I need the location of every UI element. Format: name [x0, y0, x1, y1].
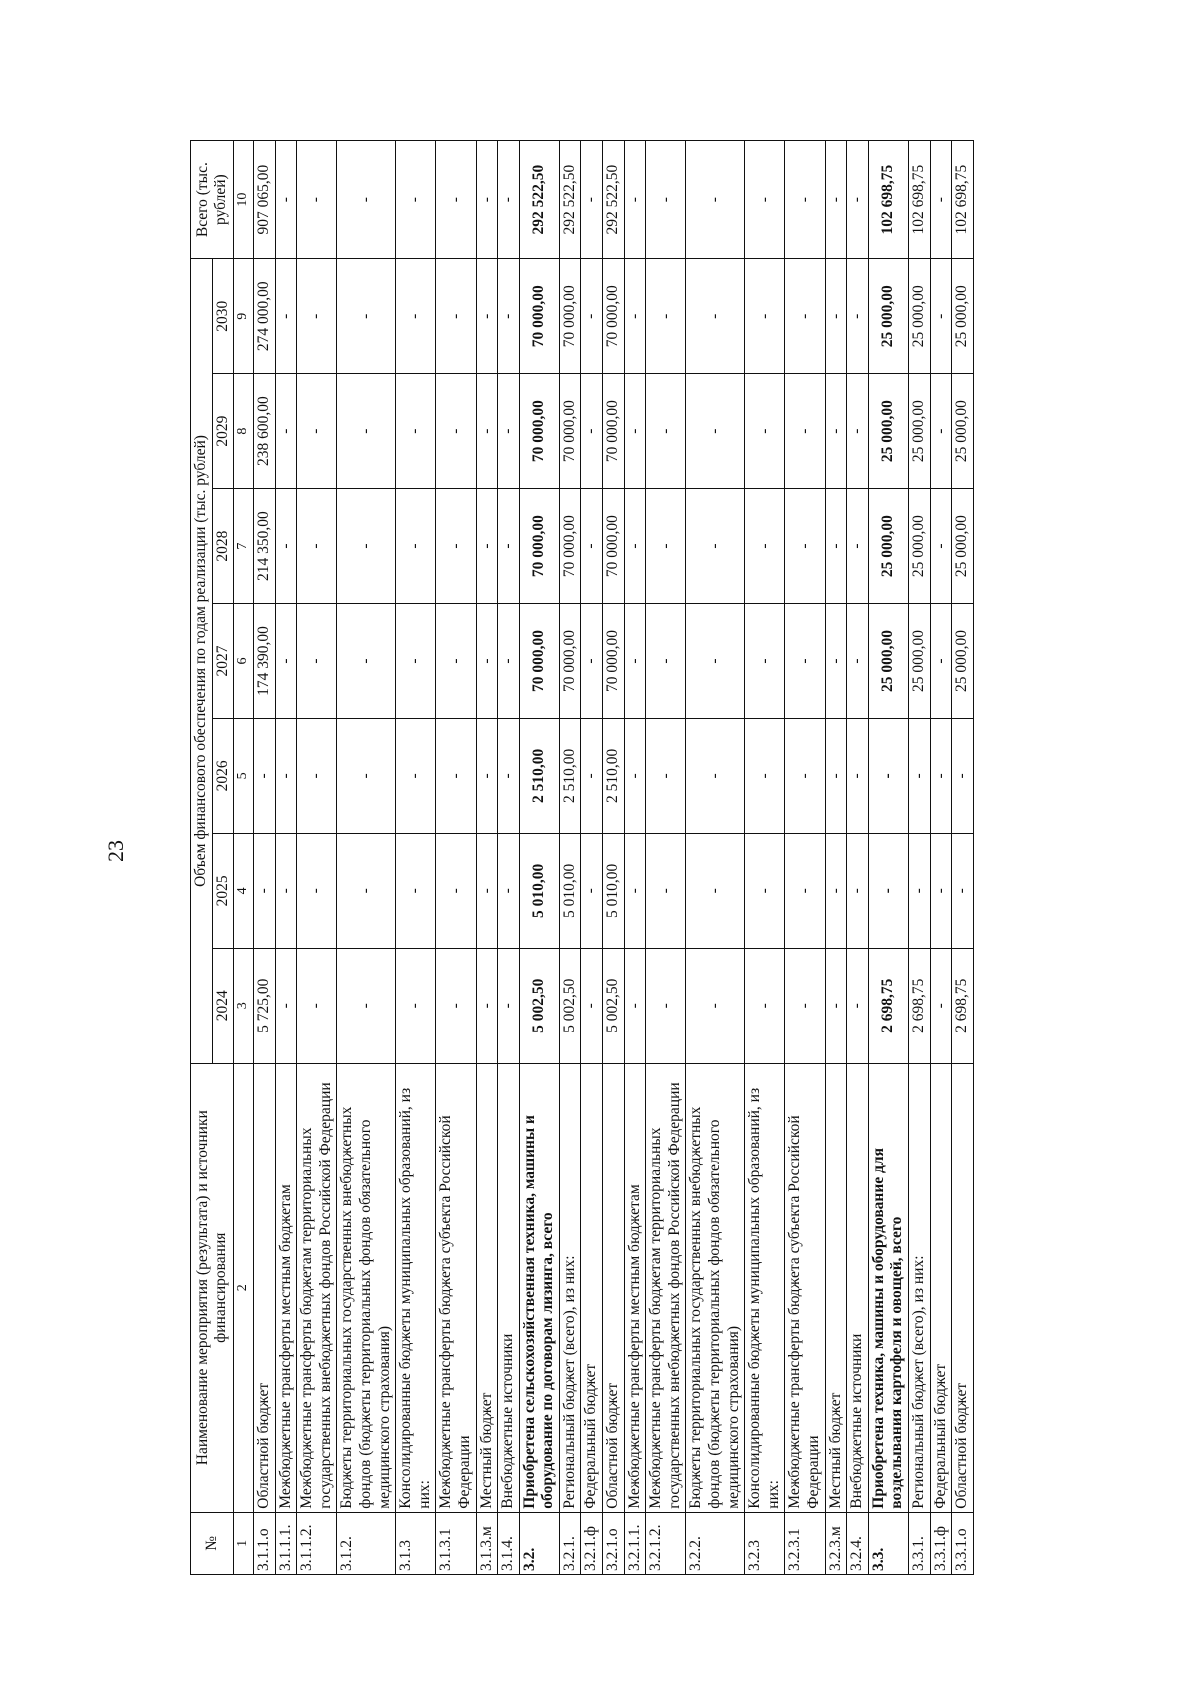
row-value: -	[275, 141, 297, 259]
row-value: 70 000,00	[603, 489, 625, 604]
row-value: 25 000,00	[952, 489, 974, 604]
row-value: -	[624, 489, 646, 604]
financing-table	[190, 140, 974, 1575]
row-value: 5 010,00	[519, 833, 559, 948]
row-code: 3.1.1.о	[253, 1512, 275, 1574]
row-value: -	[581, 833, 603, 948]
row-value: -	[275, 259, 297, 374]
row-value: 214 350,00	[253, 489, 275, 604]
row-value: -	[436, 259, 476, 374]
row-value: 25 000,00	[952, 604, 974, 719]
row-value: -	[337, 718, 396, 833]
table-row	[868, 141, 908, 1575]
row-name: Областной бюджет	[603, 1063, 625, 1512]
row-value: -	[825, 489, 847, 604]
column-index: 1	[234, 1512, 254, 1574]
row-value: 5 002,50	[603, 948, 625, 1063]
row-value: -	[275, 948, 297, 1063]
row-value: -	[297, 374, 337, 489]
row-code: 3.2.2.	[686, 1512, 745, 1574]
row-value: -	[498, 259, 520, 374]
row-value: 25 000,00	[952, 374, 974, 489]
row-value: -	[745, 718, 785, 833]
row-value: -	[337, 141, 396, 259]
row-value: 292 522,50	[603, 141, 625, 259]
row-value: -	[436, 374, 476, 489]
row-value: -	[396, 489, 436, 604]
row-name: Приобретена техника, машины и оборудование для возделывания картофеля и овощей, всего	[868, 1063, 908, 1512]
row-value: -	[297, 141, 337, 259]
row-value: -	[498, 833, 520, 948]
row-value: -	[476, 948, 498, 1063]
row-value: -	[646, 718, 686, 833]
table-row	[785, 141, 825, 1575]
row-value: -	[847, 259, 869, 374]
row-value: -	[930, 374, 952, 489]
row-value: -	[785, 604, 825, 719]
row-value: -	[745, 948, 785, 1063]
row-value: -	[930, 604, 952, 719]
row-value: -	[785, 141, 825, 259]
row-value: -	[686, 833, 745, 948]
row-value: -	[396, 141, 436, 259]
row-value: -	[297, 948, 337, 1063]
page-number: 23	[103, 840, 128, 862]
row-value: -	[297, 833, 337, 948]
table-row	[297, 141, 337, 1575]
row-value: 292 522,50	[559, 141, 581, 259]
row-value: -	[745, 141, 785, 259]
column-index: 3	[234, 948, 254, 1063]
row-value: 70 000,00	[559, 374, 581, 489]
row-value: 5 002,50	[519, 948, 559, 1063]
row-value: -	[337, 259, 396, 374]
row-value: 25 000,00	[908, 489, 930, 604]
table-row	[825, 141, 847, 1575]
row-name: Межбюджетные трансферты местным бюджетам	[275, 1063, 297, 1512]
table-row	[337, 141, 396, 1575]
row-value: -	[253, 833, 275, 948]
table-row	[436, 141, 476, 1575]
row-value: -	[476, 833, 498, 948]
row-value: 2 510,00	[603, 718, 625, 833]
row-value: -	[436, 948, 476, 1063]
row-value: -	[847, 833, 869, 948]
row-code: 3.1.3.1	[436, 1512, 476, 1574]
row-value: -	[337, 489, 396, 604]
row-value: -	[498, 718, 520, 833]
row-value: -	[624, 604, 646, 719]
rotated-table-container	[190, 140, 1090, 1575]
row-value: -	[686, 489, 745, 604]
row-name: Приобретена сельскохозяйственная техника, машины и оборудование по договорам лизинга, всего	[519, 1063, 559, 1512]
row-value: 70 000,00	[603, 604, 625, 719]
row-value: -	[930, 259, 952, 374]
table-row	[476, 141, 498, 1575]
row-value: -	[646, 604, 686, 719]
row-name: Консолидированные бюджеты муниципальных образований, из них:	[745, 1063, 785, 1512]
row-value: -	[825, 141, 847, 259]
row-value: -	[745, 259, 785, 374]
row-value: 25 000,00	[952, 259, 974, 374]
row-value: -	[825, 833, 847, 948]
row-value: -	[646, 833, 686, 948]
row-code: 3.3.	[868, 1512, 908, 1574]
row-value: -	[275, 489, 297, 604]
row-value: -	[686, 948, 745, 1063]
row-name: Местный бюджет	[825, 1063, 847, 1512]
row-value: -	[337, 604, 396, 719]
column-index: 10	[234, 141, 254, 259]
row-value: -	[253, 718, 275, 833]
row-value: 5 002,50	[559, 948, 581, 1063]
row-value: 70 000,00	[519, 489, 559, 604]
column-index: 2	[234, 1063, 254, 1512]
row-value: -	[868, 718, 908, 833]
row-value: -	[337, 833, 396, 948]
row-value: 5 010,00	[603, 833, 625, 948]
header-year: 2029	[212, 374, 234, 489]
row-value: -	[396, 833, 436, 948]
row-value: 274 000,00	[253, 259, 275, 374]
row-name: Консолидированные бюджеты муниципальных образований, из них:	[396, 1063, 436, 1512]
row-value: -	[436, 718, 476, 833]
row-value: -	[498, 948, 520, 1063]
row-value: 25 000,00	[868, 374, 908, 489]
row-name: Областной бюджет	[952, 1063, 974, 1512]
row-value: -	[624, 718, 646, 833]
row-value: -	[745, 489, 785, 604]
row-value: -	[396, 259, 436, 374]
row-value: -	[686, 604, 745, 719]
row-value: -	[275, 833, 297, 948]
column-index: 6	[234, 604, 254, 719]
row-value: 70 000,00	[603, 259, 625, 374]
row-value: -	[396, 374, 436, 489]
row-value: -	[745, 374, 785, 489]
row-value: -	[396, 948, 436, 1063]
row-name: Внебюджетные источники	[498, 1063, 520, 1512]
row-value: 102 698,75	[908, 141, 930, 259]
row-value: -	[436, 604, 476, 719]
table-row	[498, 141, 520, 1575]
row-code: 3.2.4.	[847, 1512, 869, 1574]
column-index: 8	[234, 374, 254, 489]
row-value: -	[436, 141, 476, 259]
row-value: -	[825, 948, 847, 1063]
row-name: Межбюджетные трансферты бюджетам территориальных государственных внебюджетных фондов Российской Федерации	[297, 1063, 337, 1512]
row-value: -	[930, 833, 952, 948]
row-value: -	[436, 833, 476, 948]
row-value: -	[646, 259, 686, 374]
row-value: -	[476, 259, 498, 374]
row-value: -	[581, 259, 603, 374]
row-value: 907 065,00	[253, 141, 275, 259]
row-value: -	[624, 833, 646, 948]
table-row	[581, 141, 603, 1575]
row-value: 174 390,00	[253, 604, 275, 719]
row-value: 2 510,00	[559, 718, 581, 833]
row-value: -	[930, 489, 952, 604]
row-value: -	[498, 604, 520, 719]
row-value: -	[275, 718, 297, 833]
row-name: Областной бюджет	[253, 1063, 275, 1512]
row-code: 3.1.3.м	[476, 1512, 498, 1574]
row-value: 25 000,00	[908, 374, 930, 489]
row-value: -	[646, 141, 686, 259]
row-value: 102 698,75	[868, 141, 908, 259]
row-value: 70 000,00	[519, 604, 559, 719]
table-row	[396, 141, 436, 1575]
row-value: -	[275, 604, 297, 719]
row-name: Бюджеты территориальных государственных внебюджетных фондов (бюджеты территориальных фондов обязательного медицинского страхования)	[337, 1063, 396, 1512]
row-value: -	[476, 374, 498, 489]
row-value: -	[498, 489, 520, 604]
row-value: -	[847, 718, 869, 833]
row-value: -	[785, 718, 825, 833]
row-value: 2 698,75	[868, 948, 908, 1063]
row-code: 3.2.1.ф	[581, 1512, 603, 1574]
row-value: -	[847, 604, 869, 719]
row-value: -	[745, 833, 785, 948]
row-value: -	[476, 718, 498, 833]
row-code: 3.3.1.	[908, 1512, 930, 1574]
header-volume: Объем финансового обеспечения по годам реализации (тыс. рублей)	[191, 259, 213, 1063]
row-value: -	[297, 718, 337, 833]
row-name: Региональный бюджет (всего), из них:	[559, 1063, 581, 1512]
column-index: 5	[234, 718, 254, 833]
row-value: -	[825, 374, 847, 489]
table-row	[952, 141, 974, 1575]
row-value: -	[476, 141, 498, 259]
row-value: -	[745, 604, 785, 719]
row-value: -	[825, 259, 847, 374]
row-value: 102 698,75	[952, 141, 974, 259]
row-value: -	[952, 718, 974, 833]
header-year: 2026	[212, 718, 234, 833]
header-year: 2030	[212, 259, 234, 374]
row-value: -	[785, 259, 825, 374]
table-row	[646, 141, 686, 1575]
row-value: 70 000,00	[559, 604, 581, 719]
row-value: -	[337, 948, 396, 1063]
header-year: 2024	[212, 948, 234, 1063]
row-value: -	[581, 718, 603, 833]
table-row	[930, 141, 952, 1575]
row-value: -	[868, 833, 908, 948]
row-value: -	[581, 141, 603, 259]
row-value: -	[476, 604, 498, 719]
row-name: Местный бюджет	[476, 1063, 498, 1512]
row-value: -	[686, 259, 745, 374]
row-value: 292 522,50	[519, 141, 559, 259]
table-row	[559, 141, 581, 1575]
row-value: 25 000,00	[868, 259, 908, 374]
row-value: -	[930, 718, 952, 833]
row-code: 3.1.1.2.	[297, 1512, 337, 1574]
row-name: Федеральный бюджет	[581, 1063, 603, 1512]
row-value: -	[646, 489, 686, 604]
row-value: -	[952, 833, 974, 948]
row-value: 2 510,00	[519, 718, 559, 833]
row-value: 70 000,00	[559, 259, 581, 374]
row-value: 238 600,00	[253, 374, 275, 489]
row-value: -	[785, 489, 825, 604]
row-value: -	[581, 374, 603, 489]
row-value: -	[908, 718, 930, 833]
row-value: -	[498, 374, 520, 489]
row-value: -	[908, 833, 930, 948]
row-value: -	[297, 259, 337, 374]
row-code: 3.2.3.1	[785, 1512, 825, 1574]
row-name: Межбюджетные трансферты бюджета субъекта Российской Федерации	[436, 1063, 476, 1512]
row-value: 70 000,00	[519, 259, 559, 374]
row-code: 3.1.4.	[498, 1512, 520, 1574]
row-name: Межбюджетные трансферты местным бюджетам	[624, 1063, 646, 1512]
row-value: 70 000,00	[603, 374, 625, 489]
table-row	[519, 141, 559, 1575]
header-year: 2028	[212, 489, 234, 604]
header-total: Всего (тыс. рублей)	[191, 141, 234, 259]
table-row	[624, 141, 646, 1575]
row-value: -	[498, 141, 520, 259]
row-value: -	[686, 141, 745, 259]
header-name: Наименование мероприятия (результата) и источники финансирования	[191, 1063, 234, 1512]
header-year: 2025	[212, 833, 234, 948]
row-value: -	[297, 489, 337, 604]
table-row	[745, 141, 785, 1575]
column-index: 4	[234, 833, 254, 948]
header-year: 2027	[212, 604, 234, 719]
table-row	[253, 141, 275, 1575]
row-value: -	[476, 489, 498, 604]
row-value: -	[930, 141, 952, 259]
row-value: -	[847, 948, 869, 1063]
row-name: Федеральный бюджет	[930, 1063, 952, 1512]
row-value: 5 010,00	[559, 833, 581, 948]
row-value: -	[337, 374, 396, 489]
row-value: 5 725,00	[253, 948, 275, 1063]
row-value: -	[396, 604, 436, 719]
row-value: -	[785, 833, 825, 948]
row-value: -	[624, 948, 646, 1063]
row-code: 3.1.3	[396, 1512, 436, 1574]
row-value: -	[624, 259, 646, 374]
row-value: -	[624, 374, 646, 489]
column-index: 9	[234, 259, 254, 374]
row-value: -	[624, 141, 646, 259]
row-value: -	[581, 489, 603, 604]
row-value: -	[930, 948, 952, 1063]
row-value: -	[686, 374, 745, 489]
row-value: -	[847, 489, 869, 604]
row-value: -	[396, 718, 436, 833]
row-code: 3.1.2.	[337, 1512, 396, 1574]
row-value: -	[847, 141, 869, 259]
row-code: 3.3.1.ф	[930, 1512, 952, 1574]
table-row	[603, 141, 625, 1575]
row-value: -	[785, 948, 825, 1063]
row-name: Бюджеты территориальных государственных внебюджетных фондов (бюджеты территориальных фондов обязательного медицинского страхования)	[686, 1063, 745, 1512]
row-code: 3.2.3	[745, 1512, 785, 1574]
row-name: Межбюджетные трансферты бюджета субъекта Российской Федерации	[785, 1063, 825, 1512]
row-value: -	[825, 718, 847, 833]
row-value: -	[847, 374, 869, 489]
row-code: 3.2.1.1.	[624, 1512, 646, 1574]
row-name: Межбюджетные трансферты бюджетам территориальных государственных внебюджетных фондов Российской Федерации	[646, 1063, 686, 1512]
table-row	[686, 141, 745, 1575]
row-code: 3.2.3.м	[825, 1512, 847, 1574]
row-value: -	[275, 374, 297, 489]
row-value: 2 698,75	[952, 948, 974, 1063]
table-row	[275, 141, 297, 1575]
row-code: 3.2.1.	[559, 1512, 581, 1574]
row-value: 25 000,00	[868, 604, 908, 719]
row-name: Внебюджетные источники	[847, 1063, 869, 1512]
column-index: 7	[234, 489, 254, 604]
row-value: -	[581, 604, 603, 719]
row-value: 25 000,00	[908, 604, 930, 719]
table-row	[908, 141, 930, 1575]
row-value: -	[646, 948, 686, 1063]
row-value: -	[785, 374, 825, 489]
row-value: 70 000,00	[519, 374, 559, 489]
row-value: 70 000,00	[559, 489, 581, 604]
row-code: 3.2.	[519, 1512, 559, 1574]
table-row	[847, 141, 869, 1575]
header-number: №	[191, 1512, 234, 1574]
row-code: 3.1.1.1.	[275, 1512, 297, 1574]
row-value: -	[581, 948, 603, 1063]
row-value: 2 698,75	[908, 948, 930, 1063]
row-name: Региональный бюджет (всего), из них:	[908, 1063, 930, 1512]
row-value: -	[436, 489, 476, 604]
row-code: 3.3.1.о	[952, 1512, 974, 1574]
row-value: -	[825, 604, 847, 719]
row-code: 3.2.1.о	[603, 1512, 625, 1574]
row-value: 25 000,00	[908, 259, 930, 374]
row-value: -	[297, 604, 337, 719]
row-value: 25 000,00	[868, 489, 908, 604]
row-value: -	[646, 374, 686, 489]
row-code: 3.2.1.2.	[646, 1512, 686, 1574]
row-value: -	[686, 718, 745, 833]
